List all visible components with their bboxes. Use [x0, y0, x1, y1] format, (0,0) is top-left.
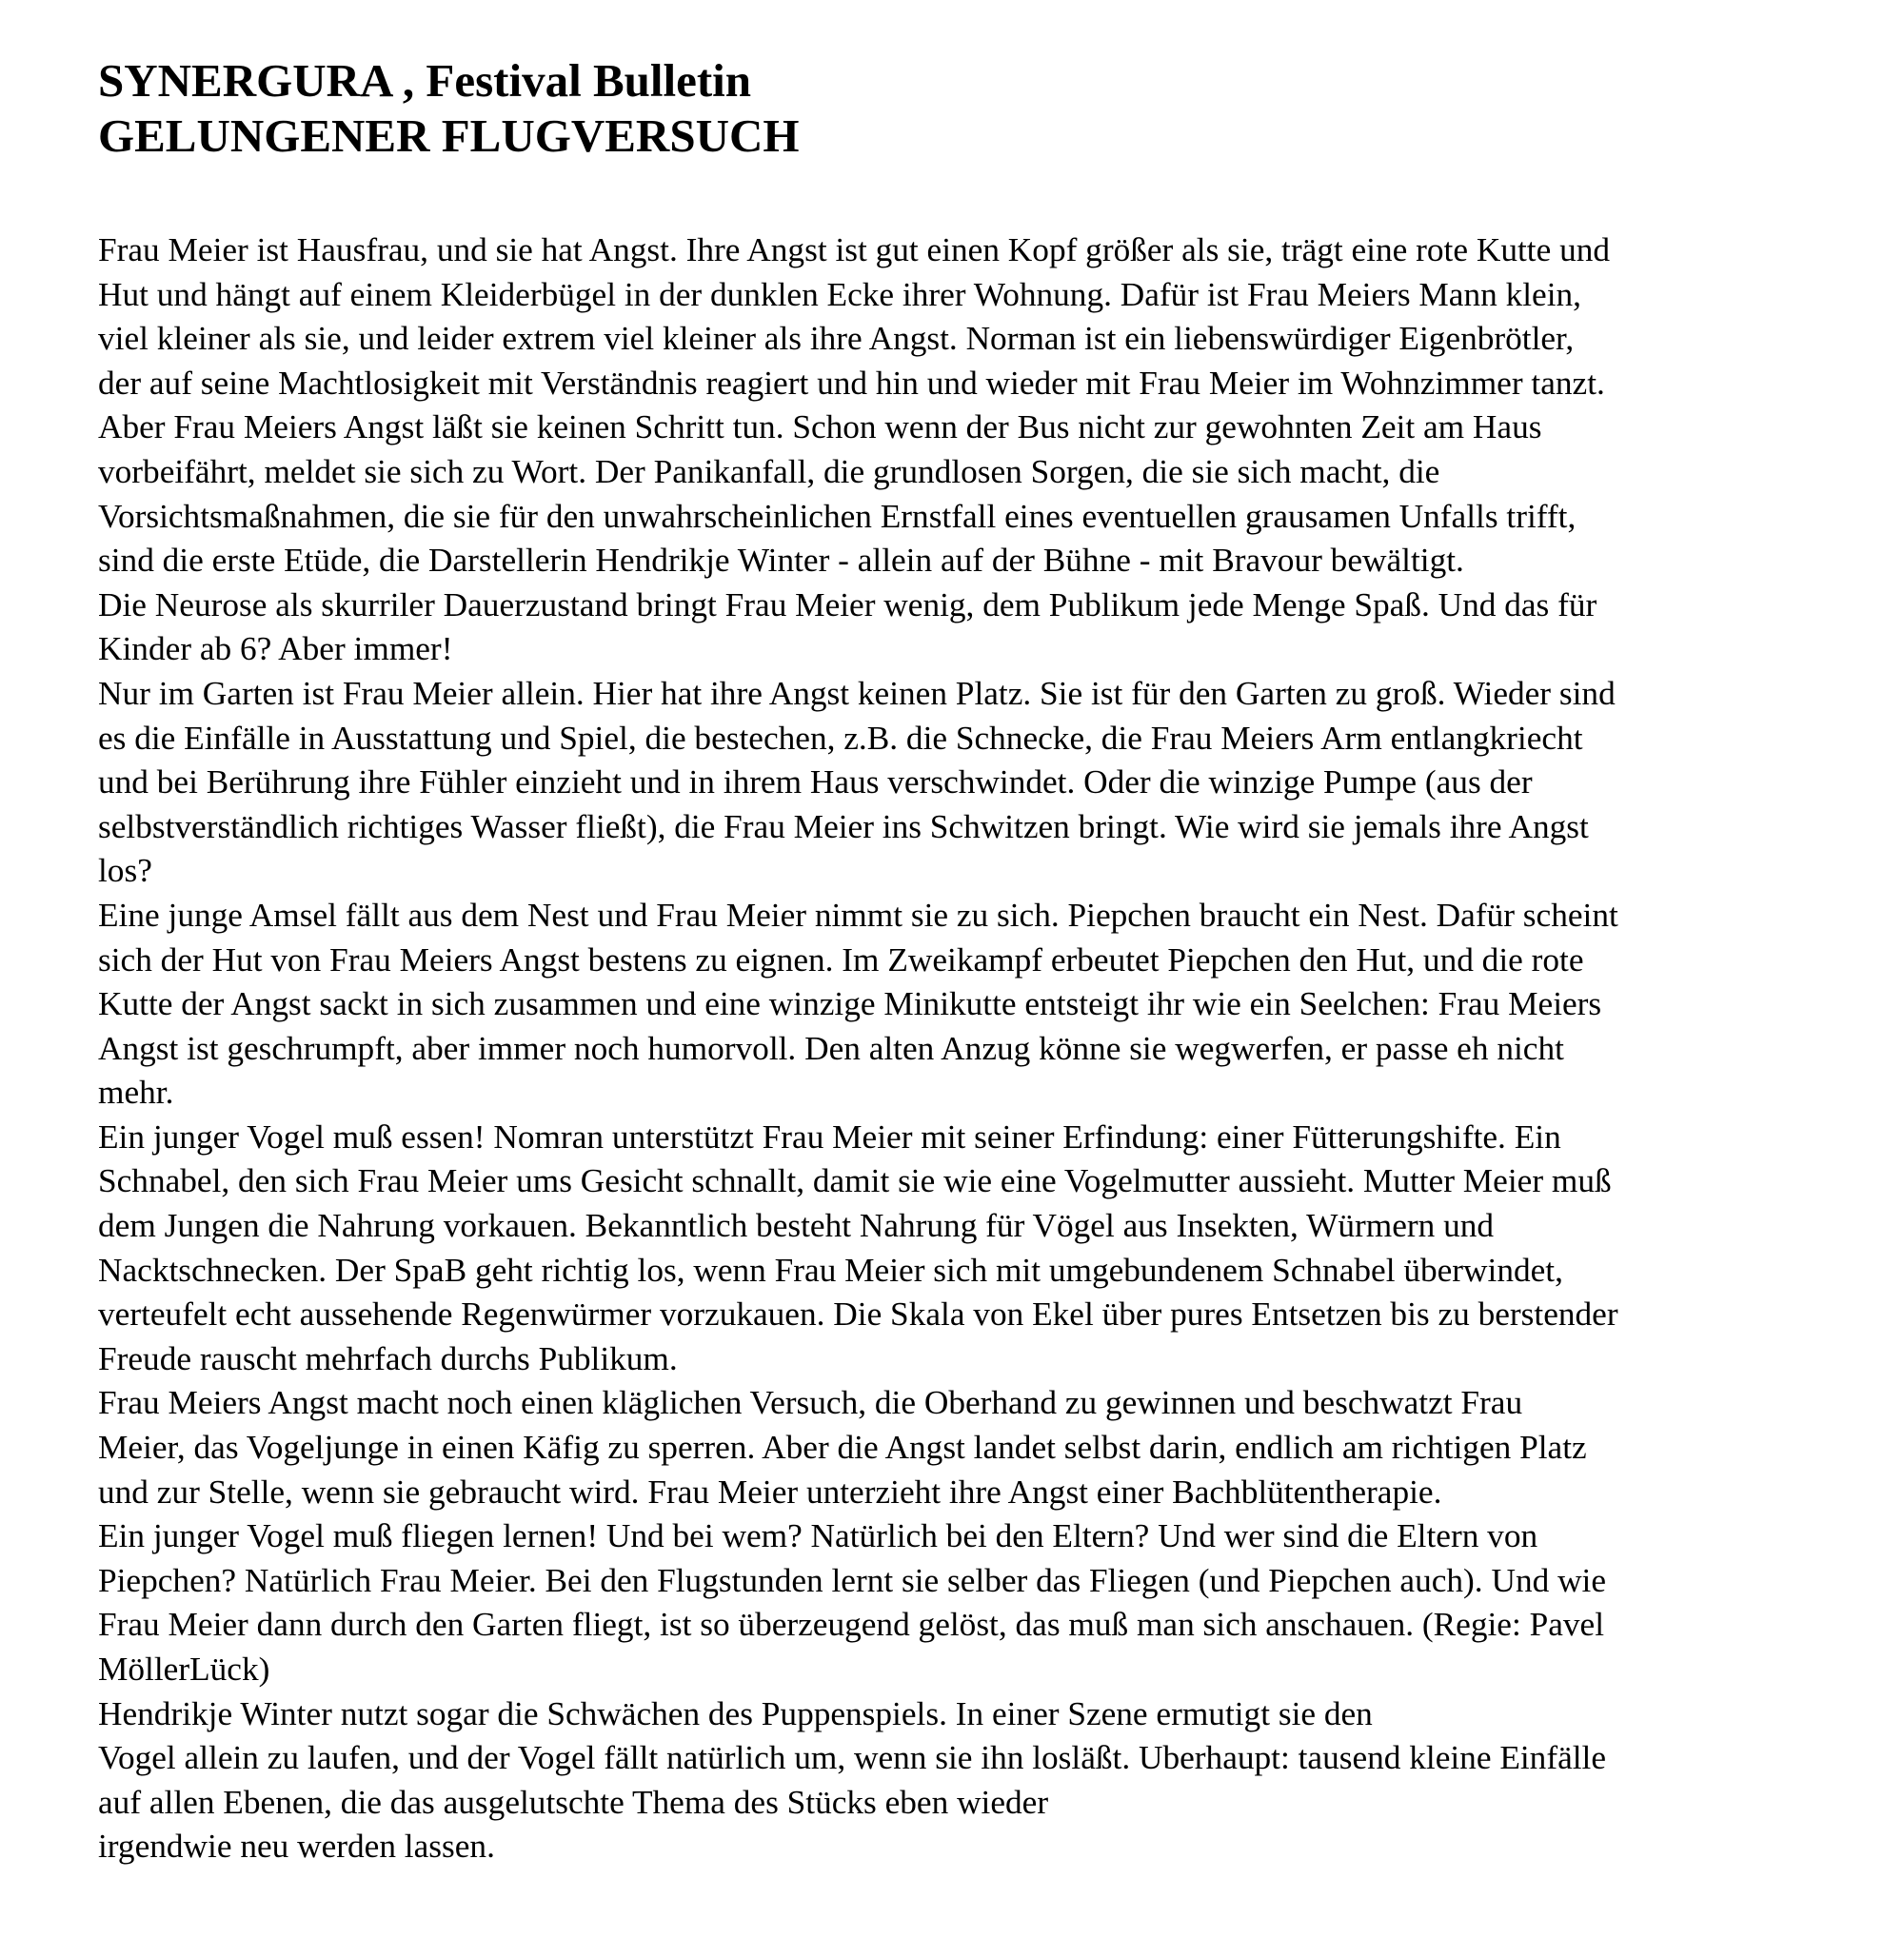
- article-body: [98, 228, 1869, 1869]
- text-line: selbstverständlich richtiges Wasser fließt), die Frau Meier ins Schwitzen bringt. Wie wird sie jemals ihre Angst: [98, 807, 1589, 845]
- text-line: los?: [98, 852, 152, 890]
- text-line: und bei Berührung ihre Fühler einzieht und in ihrem Haus verschwindet. Oder die winzige Pumpe (aus der: [98, 763, 1533, 801]
- title-line-headline: GELUNGENER FLUGVERSUCH: [98, 109, 800, 162]
- text-line: Meier, das Vogeljunge in einen Käfig zu sperren. Aber die Angst landet selbst darin, endlich am richtigen Platz: [98, 1429, 1587, 1467]
- text-line: Vogel allein zu laufen, und der Vogel fällt natürlich um, wenn sie ihn losläßt. Uberhaupt: tausend kleine Einfälle: [98, 1739, 1607, 1777]
- text-line: Eine junge Amsel fällt aus dem Nest und Frau Meier nimmt sie zu sich. Piepchen braucht ein Nest. Dafür scheint: [98, 896, 1618, 934]
- text-line: der auf seine Machtlosigkeit mit Verständnis reagiert und hin und wieder mit Frau Meier im Wohnzimmer tanzt.: [98, 364, 1605, 402]
- text-line: Angst ist geschrumpft, aber immer noch humorvoll. Den alten Anzug könne sie wegwerfen, er passe eh nicht: [98, 1029, 1564, 1067]
- text-line: und zur Stelle, wenn sie gebraucht wird. Frau Meier unterzieht ihre Angst einer Bachblütentherapie.: [98, 1473, 1442, 1511]
- text-line: Nacktschnecken. Der SpaB geht richtig los, wenn Frau Meier sich mit umgebundenem Schnabel überwindet,: [98, 1251, 1563, 1289]
- text-line: Vorsichtsmaßnahmen, die sie für den unwahrscheinlichen Ernstfall eines eventuellen grausamen Unfalls trifft,: [98, 497, 1577, 535]
- text-line: viel kleiner als sie, und leider extrem viel kleiner als ihre Angst. Norman ist ein liebenswürdiger Eigenbrötler,: [98, 320, 1575, 358]
- text-line: Aber Frau Meiers Angst läßt sie keinen Schritt tun. Schon wenn der Bus nicht zur gewohnten Zeit am Haus: [98, 408, 1542, 446]
- text-line: verteufelt echt aussehende Regenwürmer vorzukauen. Die Skala von Ekel über pures Entsetzen bis zu berstender: [98, 1295, 1618, 1334]
- text-line: vorbeifährt, meldet sie sich zu Wort. Der Panikanfall, die grundlosen Sorgen, die sie sich macht, die: [98, 452, 1440, 490]
- text-line: Hendrikje Winter nutzt sogar die Schwächen des Puppenspiels. In einer Szene ermutigt sie den: [98, 1694, 1373, 1732]
- text-line: sich der Hut von Frau Meiers Angst bestens zu eignen. Im Zweikampf erbeutet Piepchen den Hut, und die rote: [98, 940, 1584, 979]
- text-line: Frau Meier ist Hausfrau, und sie hat Angst. Ihre Angst ist gut einen Kopf größer als sie, trägt eine rote Kutte und: [98, 231, 1611, 268]
- text-line: auf allen Ebenen, die das ausgelutschte Thema des Stücks eben wieder: [98, 1783, 1049, 1821]
- text-line: Schnabel, den sich Frau Meier ums Gesicht schnallt, damit sie wie eine Vogelmutter aussieht. Mutter Meier muß: [98, 1162, 1612, 1200]
- text-line: Kinder ab 6? Aber immer!: [98, 630, 453, 668]
- text-line: mehr.: [98, 1074, 174, 1112]
- title-line-festival: SYNERGURA , Festival Bulletin: [98, 54, 752, 107]
- text-line: es die Einfälle in Ausstattung und Spiel, die bestechen, z.B. die Schnecke, die Frau Meiers Arm entlangkriecht: [98, 719, 1583, 757]
- text-line: Ein junger Vogel muß essen! Nomran unterstützt Frau Meier mit seiner Erfindung: einer Fütterungshifte. Ein: [98, 1117, 1561, 1156]
- text-line: dem Jungen die Nahrung vorkauen. Bekanntlich besteht Nahrung für Vögel aus Insekten, Würmern und: [98, 1207, 1495, 1245]
- document-title: [98, 53, 1869, 164]
- text-line: Piepchen? Natürlich Frau Meier. Bei den Flugstunden lernt sie selber das Fliegen (und Piepchen auch). Und wie: [98, 1561, 1607, 1599]
- text-line: Frau Meiers Angst macht noch einen kläglichen Versuch, die Oberhand zu gewinnen und beschwatzt Frau: [98, 1384, 1523, 1422]
- text-line: irgendwie neu werden lassen.: [98, 1828, 495, 1866]
- document-page: [98, 53, 1869, 1869]
- text-line: Frau Meier dann durch den Garten fliegt, ist so überzeugend gelöst, das muß man sich anschauen. (Regie: Pavel: [98, 1606, 1605, 1644]
- text-line: Kutte der Angst sackt in sich zusammen und eine winzige Minikutte entsteigt ihr wie ein Seelchen: Frau Meiers: [98, 985, 1602, 1023]
- text-line: Die Neurose als skurriler Dauerzustand bringt Frau Meier wenig, dem Publikum jede Menge Spaß. Und das für: [98, 585, 1597, 623]
- text-line: Nur im Garten ist Frau Meier allein. Hier hat ihre Angst keinen Platz. Sie ist für den Garten zu groß. Wieder sind: [98, 674, 1616, 712]
- text-line: Freude rauscht mehrfach durchs Publikum.: [98, 1339, 678, 1377]
- text-line: Ein junger Vogel muß fliegen lernen! Und bei wem? Natürlich bei den Eltern? Und wer sind die Eltern von: [98, 1517, 1538, 1555]
- text-line: MöllerLück): [98, 1651, 270, 1688]
- text-line: Hut und hängt auf einem Kleiderbügel in der dunklen Ecke ihrer Wohnung. Dafür ist Frau Meiers Mann klein,: [98, 275, 1581, 313]
- text-line: sind die erste Etüde, die Darstellerin Hendrikje Winter - allein auf der Bühne - mit Bravour bewältigt.: [98, 542, 1464, 580]
